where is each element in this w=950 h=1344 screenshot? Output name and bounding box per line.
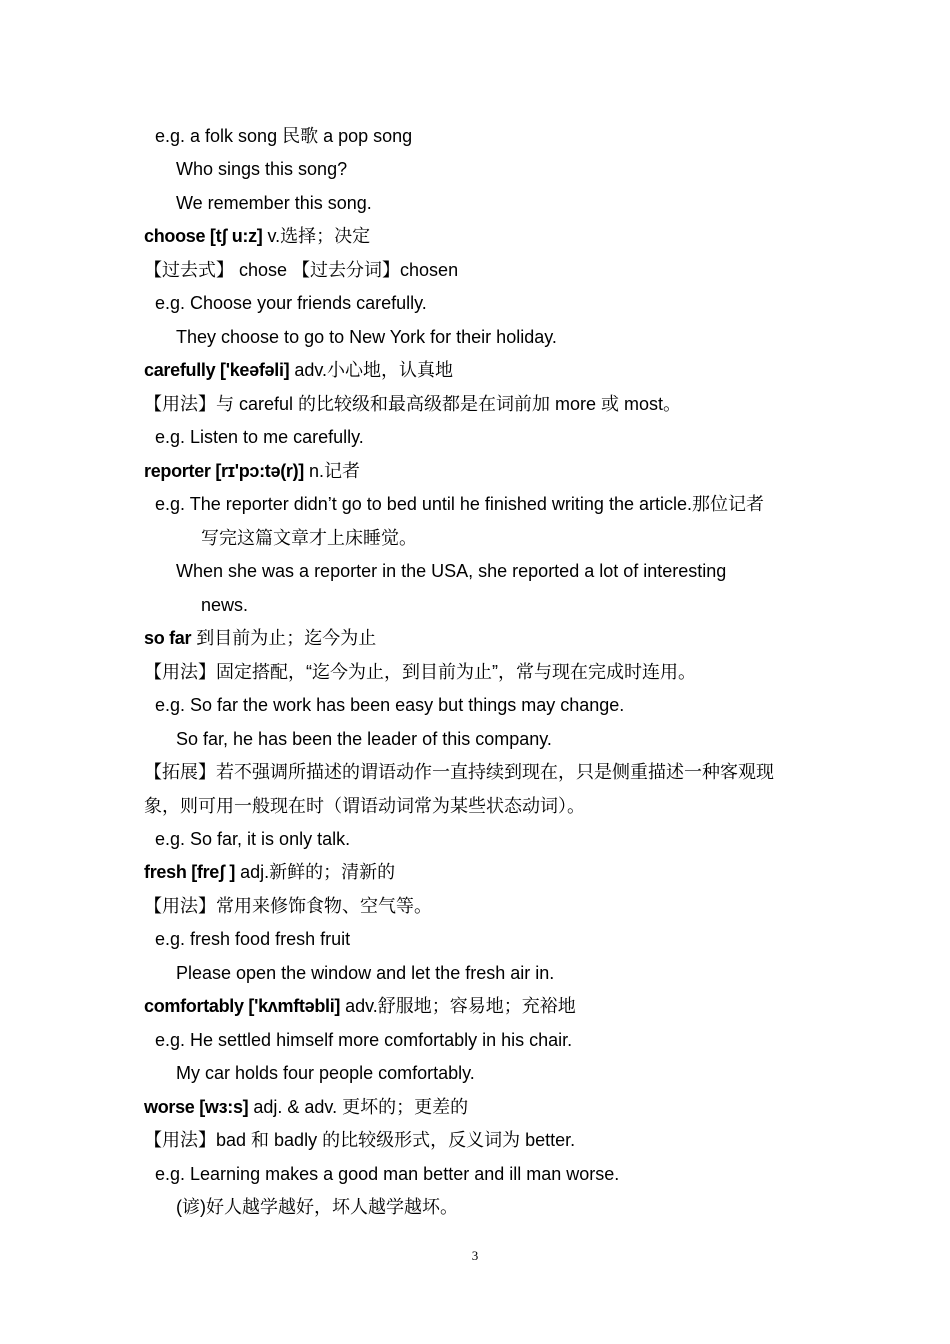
entry-line: [144, 359, 453, 381]
entry-headword: carefully ['keəfəli]: [144, 360, 290, 380]
text-line: Who sings this song?: [176, 159, 348, 179]
entry-definition: n.记者: [304, 461, 361, 481]
text-line: e.g. He settled himself more comfortably in his chair.: [155, 1030, 573, 1050]
entry-line: [144, 1096, 468, 1118]
text-line: 写完这篇文章才上床睡觉。: [201, 528, 417, 548]
text-line: My car holds four people comfortably.: [176, 1063, 475, 1083]
entry-definition: 到目前为止；迄今为止: [191, 628, 377, 648]
text-line: e.g. Choose your friends carefully.: [155, 293, 427, 313]
text-line: e.g. Listen to me carefully.: [155, 427, 364, 447]
entry-headword: choose [tʃ u:z]: [144, 226, 263, 246]
text-line: 【用法】与 careful 的比较级和最高级都是在词前加 more 或 most。: [144, 394, 682, 414]
entry-definition: adj. & adv. 更坏的；更差的: [248, 1097, 469, 1117]
text-line: We remember this song.: [176, 193, 372, 213]
text-line: 【过去式】 chose 【过去分词】chosen: [144, 260, 459, 280]
entry-line: [144, 225, 370, 247]
entry-definition: adv.小心地，认真地: [289, 360, 454, 380]
text-line: Please open the window and let the fresh air in.: [176, 963, 555, 983]
text-line: So far, he has been the leader of this company.: [176, 729, 552, 749]
entry-definition: adj.新鲜的；清新的: [235, 862, 396, 882]
entry-line: [144, 861, 395, 883]
text-line: 【用法】bad 和 badly 的比较级形式，反义词为 better.: [144, 1130, 576, 1150]
text-line: e.g. So far the work has been easy but things may change.: [155, 695, 625, 715]
text-line: 【拓展】若不强调所描述的谓语动作一直持续到现在，只是侧重描述一种客观现: [144, 762, 774, 782]
entry-line: [144, 995, 576, 1017]
entry-headword: comfortably ['kʌmftəbli]: [144, 996, 341, 1016]
text-line: e.g. The reporter didn’t go to bed until he finished writing the article.那位记者: [155, 494, 764, 514]
entry-definition: v.选择；决定: [262, 226, 371, 246]
text-line: e.g. So far, it is only talk.: [155, 829, 351, 849]
text-line: news.: [201, 595, 249, 615]
text-line: 【用法】常用来修饰食物、空气等。: [144, 896, 432, 916]
entry-definition: adv.舒服地；容易地；充裕地: [340, 996, 576, 1016]
entry-line: [144, 627, 376, 649]
text-line: e.g. fresh food fresh fruit: [155, 929, 351, 949]
page-number: 3: [471, 1248, 479, 1263]
text-line: They choose to go to New York for their holiday.: [176, 327, 557, 347]
entry-headword: fresh [freʃ ]: [144, 862, 236, 882]
entry-headword: worse [wɜ:s]: [144, 1097, 249, 1117]
text-line: 【用法】固定搭配，“迄今为止，到目前为止”，常与现在完成时连用。: [144, 662, 696, 682]
text-line: e.g. a folk song 民歌 a pop song: [155, 126, 413, 146]
entry-line: [144, 460, 360, 482]
text-line: e.g. Learning makes a good man better and ill man worse.: [155, 1164, 620, 1184]
entry-headword: so far: [144, 628, 192, 648]
text-line: (谚)好人越学越好，坏人越学越坏。: [176, 1197, 458, 1217]
text-line: When she was a reporter in the USA, she reported a lot of interesting: [176, 561, 727, 581]
entry-headword: reporter [rɪ'pɔ:tə(r)]: [144, 461, 304, 481]
text-line: 象，则可用一般现在时（谓语动词常为某些状态动词）。: [144, 796, 585, 816]
